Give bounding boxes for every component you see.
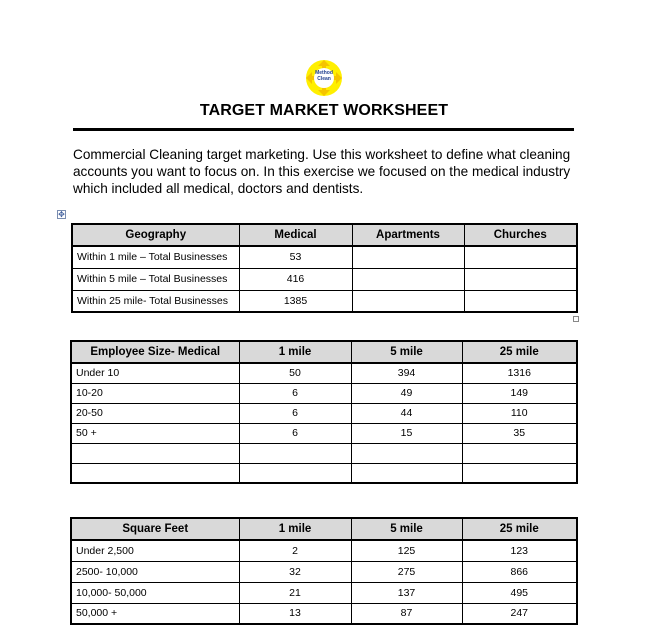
table-cell: Under 2,500 <box>71 540 239 561</box>
table-cell: 2500- 10,000 <box>71 561 239 582</box>
table-row <box>71 463 577 483</box>
table-cell <box>351 443 462 463</box>
header-apartments: Apartments <box>352 224 464 246</box>
table-cell <box>462 463 577 483</box>
table-row <box>71 582 577 603</box>
table-cell <box>352 290 464 312</box>
table-cell: 247 <box>462 603 577 624</box>
table-cell: 149 <box>462 383 577 403</box>
table-cell: 50 <box>239 363 351 383</box>
table-cell <box>352 268 464 290</box>
logo-wordmark: Method Clean <box>315 70 333 82</box>
header-geography: Geography <box>72 224 239 246</box>
table-cell <box>464 268 577 290</box>
table-cell <box>462 443 577 463</box>
table-row <box>72 290 577 312</box>
table-row <box>71 363 577 383</box>
table-row <box>71 603 577 624</box>
table-cell: 15 <box>351 423 462 443</box>
table-cell: 2 <box>239 540 351 561</box>
table-cell: 10,000- 50,000 <box>71 582 239 603</box>
table-row <box>71 383 577 403</box>
header-1-mile: 1 mile <box>239 518 351 540</box>
header-1-mile: 1 mile <box>239 341 351 363</box>
table-cell: 13 <box>239 603 351 624</box>
table-cell: 10-20 <box>71 383 239 403</box>
table-cell: 50,000 + <box>71 603 239 624</box>
table-cell <box>71 443 239 463</box>
table-move-handle-icon[interactable]: ✥ <box>58 210 65 219</box>
table-cell: Within 1 mile – Total Businesses <box>72 246 239 268</box>
table-header-row <box>72 224 577 246</box>
header-churches: Churches <box>464 224 577 246</box>
table-cell: 110 <box>462 403 577 423</box>
table-cell <box>464 246 577 268</box>
table-cell <box>239 443 351 463</box>
header-5-mile: 5 mile <box>351 518 462 540</box>
table-cell: 394 <box>351 363 462 383</box>
intro-paragraph: Commercial Cleaning target marketing. Use this worksheet to define what cleaning accounts you want to focus on. In this exercise we focused on the medical industry which included all medical, doctors and dentists. <box>73 147 571 196</box>
table-cell: 6 <box>239 423 351 443</box>
table-cell: 123 <box>462 540 577 561</box>
table-cell: 32 <box>239 561 351 582</box>
table-cell: 50 + <box>71 423 239 443</box>
header-5-mile: 5 mile <box>351 341 462 363</box>
table-cell <box>239 463 351 483</box>
table-cell: 1316 <box>462 363 577 383</box>
table-cell: 87 <box>351 603 462 624</box>
table-cell: 53 <box>239 246 352 268</box>
square-feet-table <box>70 517 578 625</box>
table-cell: 137 <box>351 582 462 603</box>
table-cell: 21 <box>239 582 351 603</box>
table-row <box>71 561 577 582</box>
table-cell: 20-50 <box>71 403 239 423</box>
table-cell: 44 <box>351 403 462 423</box>
table-cell <box>464 290 577 312</box>
header-employee-size: Employee Size- Medical <box>71 341 239 363</box>
table-row <box>71 403 577 423</box>
table-row <box>71 443 577 463</box>
table-cell: 866 <box>462 561 577 582</box>
header-25-mile: 25 mile <box>462 518 577 540</box>
table-cell: 1385 <box>239 290 352 312</box>
table-header-row <box>71 518 577 540</box>
table-cell: 125 <box>351 540 462 561</box>
title-divider <box>73 128 574 131</box>
table-row <box>71 423 577 443</box>
table-row <box>72 246 577 268</box>
table-cell: 416 <box>239 268 352 290</box>
table-cell: 35 <box>462 423 577 443</box>
header-square-feet: Square Feet <box>71 518 239 540</box>
table-cell: Within 25 mile- Total Businesses <box>72 290 239 312</box>
table-cell <box>352 246 464 268</box>
table-cell <box>71 463 239 483</box>
page-title: TARGET MARKET WORKSHEET <box>199 102 449 119</box>
geography-table <box>71 223 578 313</box>
table-cell: Within 5 mile – Total Businesses <box>72 268 239 290</box>
table-cell <box>351 463 462 483</box>
header-25-mile: 25 mile <box>462 341 577 363</box>
table-cell: Under 10 <box>71 363 239 383</box>
table-cell: 6 <box>239 383 351 403</box>
table-cell: 6 <box>239 403 351 423</box>
table-resize-handle[interactable] <box>573 316 579 322</box>
table-cell: 49 <box>351 383 462 403</box>
header-medical: Medical <box>239 224 352 246</box>
table-header-row <box>71 341 577 363</box>
table-cell: 275 <box>351 561 462 582</box>
table-cell: 495 <box>462 582 577 603</box>
table-row <box>71 540 577 561</box>
table-row <box>72 268 577 290</box>
method-clean-logo <box>304 58 344 98</box>
employee-size-table <box>70 340 578 484</box>
